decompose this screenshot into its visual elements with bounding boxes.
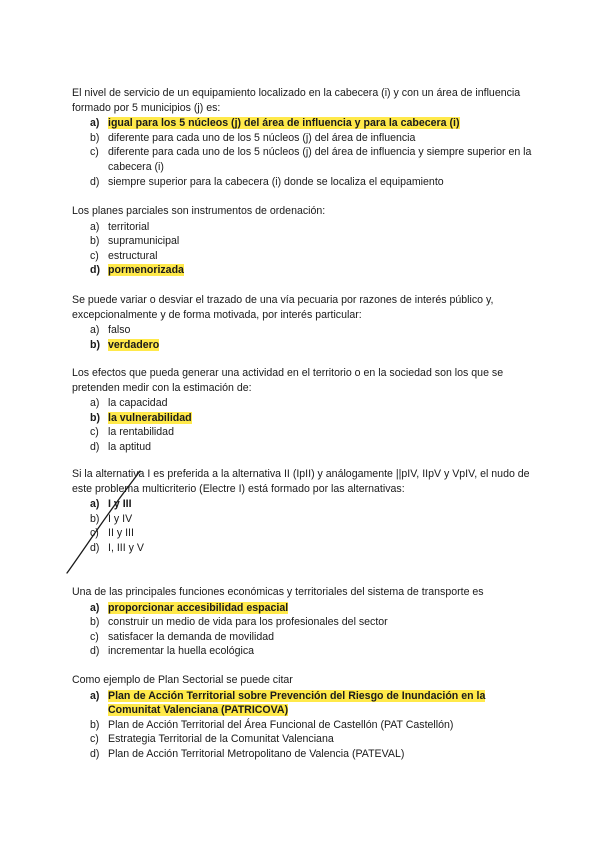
question-4 bbox=[72, 366, 532, 455]
option-a-correct: a) proporcionar accesibilidad espacial bbox=[90, 601, 289, 614]
options-list bbox=[72, 601, 532, 659]
option-a: a) falso bbox=[90, 324, 131, 337]
option-d: d) I, III y V bbox=[90, 541, 144, 554]
options-list bbox=[72, 323, 532, 352]
question-stem: Como ejemplo de Plan Sectorial se puede citar bbox=[72, 674, 293, 686]
options-list bbox=[72, 116, 532, 189]
options-list bbox=[72, 689, 532, 762]
option-b-correct: b) la vulnerabilidad bbox=[90, 411, 192, 424]
question-stem: Se puede variar o desviar el trazado de una vía pecuaria por razones de interés público y, excepcionalmente y de forma motivada, por interés particular: bbox=[72, 294, 494, 321]
option-b: b) construir un medio de vida para los profesionales del sector bbox=[90, 616, 388, 629]
option-c: c) Estrategia Territorial de la Comunitat Valenciana bbox=[90, 733, 334, 746]
option-b: b) Plan de Acción Territorial del Área Funcional de Castellón (PAT Castellón) bbox=[90, 718, 454, 731]
options-list bbox=[72, 220, 532, 278]
question-6 bbox=[72, 585, 532, 659]
option-d: d) la aptitud bbox=[90, 440, 151, 453]
options-list bbox=[72, 497, 532, 555]
option-d: d) siempre superior para la cabecera (i) donde se localiza el equipamiento bbox=[90, 175, 444, 188]
option-a: a) la capacidad bbox=[90, 397, 168, 410]
question-1 bbox=[72, 86, 532, 189]
option-a-correct: a) Plan de Acción Territorial sobre Prevención del Riesgo de Inundación en la Comunitat Valenciana (PATRICOVA) bbox=[90, 689, 486, 717]
option-a-correct: a) I y III bbox=[90, 498, 132, 511]
question-stem: Los efectos que pueda generar una actividad en el territorio o en la sociedad son los que se pretenden medir con la estimación de: bbox=[72, 367, 504, 394]
option-c: c) satisfacer la demanda de movilidad bbox=[90, 630, 275, 643]
question-5 bbox=[72, 467, 532, 556]
question-stem: Los planes parciales son instrumentos de ordenación: bbox=[72, 205, 326, 217]
option-a: a) territorial bbox=[90, 220, 150, 233]
option-d: d) Plan de Acción Territorial Metropolitano de Valencia (PATEVAL) bbox=[90, 747, 405, 760]
option-b: b) supramunicipal bbox=[90, 235, 180, 248]
option-b-correct: b) verdadero bbox=[90, 338, 160, 351]
question-stem: El nivel de servicio de un equipamiento localizado en la cabecera (i) y con un área de influencia formado por 5 municipios (j) es: bbox=[72, 87, 521, 114]
option-c: c) II y III bbox=[90, 527, 134, 540]
question-7 bbox=[72, 673, 532, 762]
option-c: c) la rentabilidad bbox=[90, 426, 174, 439]
option-a-correct: a) igual para los 5 núcleos (j) del área de influencia y para la cabecera (i) bbox=[90, 117, 460, 130]
question-3 bbox=[72, 293, 532, 352]
option-c: c) diferente para cada uno de los 5 núcleos (j) del área de influencia y siempre superior en la cabecera (i) bbox=[90, 146, 532, 173]
question-2 bbox=[72, 204, 532, 278]
option-b: b) diferente para cada uno de los 5 núcleos (j) del área de influencia bbox=[90, 131, 416, 144]
option-c: c) estructural bbox=[90, 249, 158, 262]
option-d: d) incrementar la huella ecológica bbox=[90, 645, 255, 658]
option-d-correct: d) pormenorizada bbox=[90, 264, 184, 277]
options-list bbox=[72, 396, 532, 454]
option-b: b) I y IV bbox=[90, 512, 133, 525]
question-stem: Si la alternativa I es preferida a la alternativa II (IpII) y análogamente ||pIV, IIpV y VpIV, el nudo de este problema multicriterio (Electre I) está formado por las alternativas: bbox=[72, 468, 530, 495]
question-stem: Una de las principales funciones económicas y territoriales del sistema de transporte es bbox=[72, 586, 484, 598]
